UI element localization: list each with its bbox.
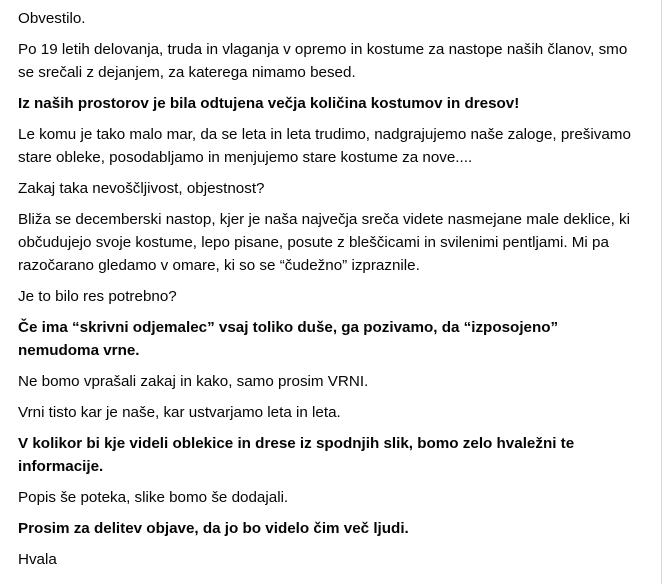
post-paragraph-thanks: Hvala <box>18 551 57 568</box>
post-paragraph-effort: Le komu je tako malo mar, da se leta in leta trudimo, nadgrajujemo naše zaloge, prešivamo stare obleke, posodabljamo in menjujemo stare kostume za nove.... <box>18 126 631 166</box>
post-paragraph-theft-announcement: Iz naših prostorov je bila odtujena večja količina kostumov in dresov! <box>18 95 520 112</box>
post-paragraph-appeal: Če ima “skrivni odjemalec” vsaj toliko duše, ga pozivamo, da “izposojeno” nemudoma vrne. <box>18 319 559 359</box>
post-paragraph-december-show: Bliža se decemberski nastop, kjer je naša največja sreča videte nasmejane male deklice, ki občudujejo svoje kostume, lepo pisane, posute z bleščicami in svilenimi pentljami. Mi pa razočarano gledamo v omare, ki so se “čudežno” izpraznile. <box>18 211 631 274</box>
post-paragraph-inventory: Popis še poteka, slike bomo še dodajali. <box>18 489 289 506</box>
post-paragraph-return: Vrni tisto kar je naše, kar ustvarjamo leta in leta. <box>18 404 341 421</box>
post-paragraph-notice: Obvestilo. <box>18 10 86 27</box>
post-paragraph-question: Zakaj taka nevoščljivost, objestnost? <box>18 180 265 197</box>
post-paragraph-no-questions: Ne bomo vprašali zakaj in kako, samo prosim VRNI. <box>18 373 369 390</box>
post-paragraph-intro: Po 19 letih delovanja, truda in vlaganja v opremo in kostume za nastope naših članov, smo se srečali z dejanjem, za katerega nimamo besed. <box>18 41 628 81</box>
post-paragraph-info-request: V kolikor bi kje videli oblekice in drese iz spodnjih slik, bomo zelo hvaležni te informacije. <box>18 435 575 475</box>
post-paragraph-share-request: Prosim za delitev objave, da jo bo videlo čim več ljudi. <box>18 520 409 537</box>
post-paragraph-was-it-necessary: Je to bilo res potrebno? <box>18 288 177 305</box>
